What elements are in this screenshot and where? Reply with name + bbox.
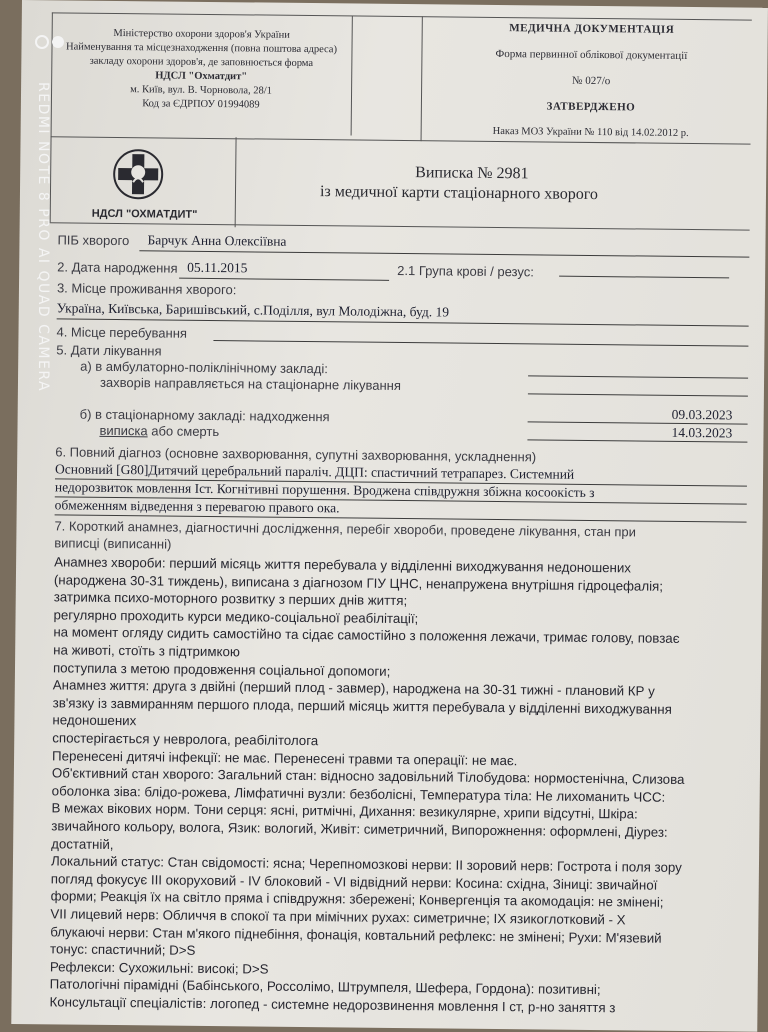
pib-value: Барчук Анна Олексіївна — [147, 232, 287, 249]
logo-block — [50, 135, 237, 227]
institution-line: Міністерство охорони здоров'я України — [113, 27, 290, 41]
anamnesis-line: оболонка зіва: блідо-рожева, Лімфатичні вузли: безболісні, Температура тіла: Не лихоманить ЧСС: — [51, 783, 666, 805]
form-title: МЕДИЧНА ДОКУМЕНТАЦІЯ — [509, 22, 675, 36]
anamnesis-line: на животі, стоїть з підтримкою — [53, 642, 240, 660]
institution-line: закладу охорони здоров'я, де заповнюється форма — [89, 55, 314, 70]
logo-label: НДСЛ "ОХМАТДИТ" — [91, 207, 198, 221]
document-subtitle: із медичної карти стаціонарного хворого — [319, 183, 599, 204]
institution-block — [51, 12, 353, 135]
document-page — [11, 0, 768, 1032]
anamnesis-line: Локальний статус: Стан свідомості: ясна; Черепномозкові нерви: II зоровий нерв: Гострота і поля зору — [50, 853, 682, 876]
anamnesis-line: Консультації спеціалістів: логопед - системне недорозвинення мовлення І ст, р-но заняття з — [49, 994, 616, 1016]
blood-underline — [559, 276, 729, 279]
dob-value: 05.11.2015 — [187, 259, 248, 276]
dates-label: 5. Дати лікування — [56, 342, 162, 359]
institution-line: Найменування та місцезнаходження (повна поштова адреса) — [65, 41, 338, 56]
institution-address: м. Київ, вул. В. Чорновола, 28/1 — [130, 84, 273, 97]
anamnesis-line: Об'єктивний стан хворого: Загальний стан: відносно задовільний Тілобудова: нормостенічна, Слизова — [51, 765, 685, 788]
anamnesis-line: недоношених — [52, 712, 137, 729]
diagnosis-line: недорозвиток мовлення Іст. Когнітивні порушення. Вроджена співдружня збіжна косоокість з — [54, 479, 595, 501]
diagnosis-label: 6. Повний діагноз (основне захворювання, супутні захворювання, ускладнення) — [55, 444, 537, 465]
camera-watermark-text: REDMI NOTE 8 PRO AI QUAD CAMERA — [35, 82, 51, 393]
diagnosis-line: Основний [G80]Дитячий церебральний параліч. ДЦП: спастичний тетрапарез. Системний — [55, 461, 575, 482]
anamnesis-line: поступила з метою продовження соціальної допомоги; — [52, 659, 391, 679]
anamnesis-line: регулярно проходить курси медико-соціальної реабілітації; — [53, 607, 419, 626]
form-number: № 027/о — [571, 74, 611, 88]
anamnesis-line: Рефлекси: Сухожильні: високі; D>S — [49, 959, 269, 977]
anamnesis-line: (народжена 30-31 тиждень), виписана з діагнозом ГІУ ЦНС, ненапружена внутрішня гідроцефалія; — [53, 571, 664, 594]
form-approved: ЗАТВЕРДЖЕНО — [546, 100, 636, 114]
amb-label: а) в амбулаторно-поліклінічному закладі: — [80, 358, 328, 377]
amb-underline-1 — [528, 375, 748, 378]
anamnesis-line: на момент огляду сидить самостійно та сідає самостійно з положення лежачи, тримає голову, повзає — [53, 624, 680, 647]
anamnesis-line: В межах вікових норм. Тони серця: ясні, ритмічні, Дихання: везикулярне, хрипи відсутні, Шкіра: — [51, 800, 638, 822]
stac-label: б) в стаціонарному закладі: надходження — [79, 406, 330, 425]
anamnesis-line: тонус: спастичний; D>S — [49, 941, 196, 959]
anamnesis-line: блукаючі нерви: Стан м'якого піднебіння, фонація, ковтальний рефлекс: не змінені; Рухи: М'язевий — [50, 923, 662, 946]
discharge-label-rest: або смерть — [147, 423, 220, 440]
anamnesis-line: затримка психо-моторного розвитку з перших днів життя; — [53, 589, 408, 609]
amb-label-2: захворів направляється на стаціонарне лікування — [99, 374, 402, 393]
camera-lens-icon — [34, 34, 68, 50]
header-divider — [421, 16, 423, 141]
anamnesis-line: Перенесені дитячі інфекції: не має. Перенесені травми та операції: не має. — [52, 747, 518, 768]
discharge-label-marked: виписка — [99, 422, 148, 439]
stay-underline — [213, 340, 748, 347]
diagnosis-line: обмеженням відведення з перевагою правого ока. — [54, 497, 340, 516]
anamnesis-line: спостерігається у невролога, реабілітолога — [52, 730, 319, 749]
anamnesis-line: Патологічні пірамідні (Бабінського, Россолімо, Штрумпеля, Шефера, Гордона): позитивні; — [49, 976, 601, 998]
anamnesis-line: Анамнез життя: друга з двійні (перший плод - завмер), народжена на 30-31 тижні - плановий КР у — [52, 677, 655, 699]
dob-label: 2. Дата народження — [57, 259, 178, 276]
anamnesis-label: 7. Короткий анамнез, діагностичні дослідження, перебіг хвороби, проведене лікування, стан при — [54, 518, 637, 540]
form-info-block — [431, 14, 752, 142]
form-order: Наказ МОЗ України № 110 від 14.02.2012 р. — [492, 125, 689, 139]
form-type: Форма первинної облікової документації — [495, 47, 688, 62]
pib-label: ПІБ хворого — [57, 232, 130, 249]
institution-code: Код за ЄДРПОУ 01994089 — [142, 98, 260, 111]
stay-label: 4. Місце перебування — [56, 324, 188, 341]
pib-underline — [139, 250, 749, 257]
address-value: Україна, Київська, Баришівський, с.Поділля, вул Молодіжна, буд. 19 — [56, 300, 450, 320]
anamnesis-line: форми; Реакція їх на світло пряма і співдружня: збережені; Конвергенція та акомодація: не змінені; — [50, 888, 664, 911]
admission-date: 09.03.2023 — [671, 406, 733, 423]
address-label: 3. Місце проживання хворого: — [56, 280, 237, 298]
anamnesis-line: Анамнез хвороби: перший місяць життя перебувала у відділенні виходжування недоношених — [54, 554, 632, 576]
amb-underline-2 — [528, 393, 748, 396]
anamnesis-line: зв'язку із завмиранням першого плода, перший місяць життя перебувала у відділенні виходжування — [52, 695, 672, 717]
dob-underline — [179, 278, 389, 281]
anamnesis-line: VII лицевий нерв: Обличчя в спокої та при мімічних рухах: симетричне; IX язикоглотковий - X — [50, 906, 626, 928]
anamnesis-line: достатній, — [51, 835, 114, 852]
anamnesis-line: погляд фокусує III окоруховий - IV блоковий - VI відвідний нерви: Косина: східна, Зіниці: звичайної — [50, 871, 658, 893]
anamnesis-line: звичайного кольору, волога, Язик: вологий, Живіт: симетричний, Випорожнення: оформлені, Діурез: — [51, 818, 668, 840]
discharge-label — [99, 423, 219, 439]
document-title: Виписка № 2981 — [415, 164, 529, 183]
blood-label: 2.1 Група крові / резус: — [397, 262, 534, 280]
discharge-date: 14.03.2023 — [671, 424, 733, 441]
anamnesis-label-2: виписці (виписанні) — [54, 535, 172, 552]
camera-watermark — [28, 22, 68, 393]
hospital-logo-icon — [112, 148, 165, 201]
institution-name: НДСЛ "Охматдит" — [155, 70, 248, 83]
